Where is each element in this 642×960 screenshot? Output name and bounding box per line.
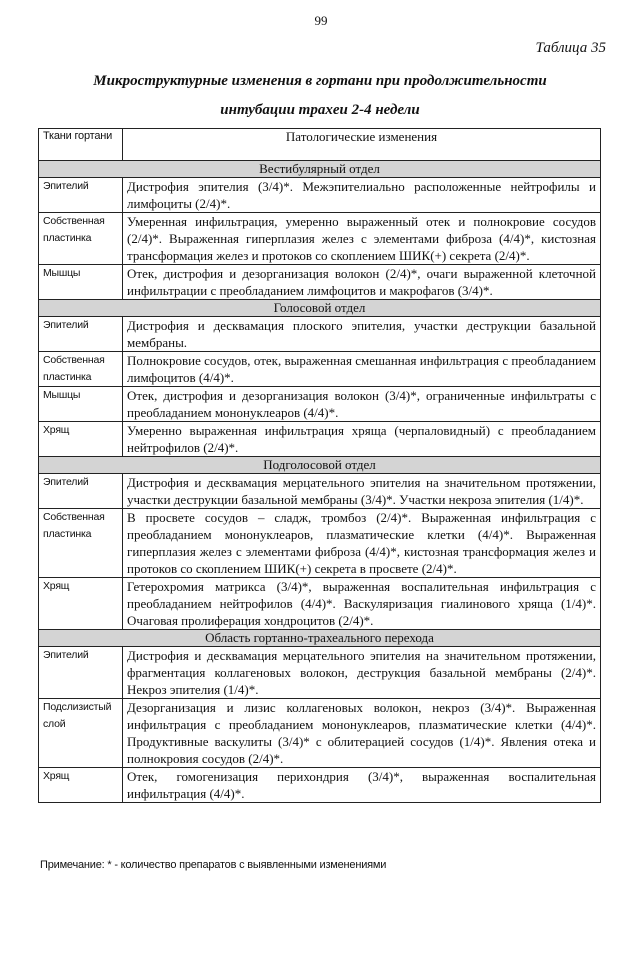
table-row bbox=[39, 213, 601, 265]
section-header-row bbox=[39, 300, 601, 317]
changes-cell: Отек, гомогенизация перихондрия (3/4)*, выраженная воспалительная инфильтрация (4/4)*. bbox=[123, 768, 601, 803]
tissue-cell: Собственная пластинка bbox=[39, 213, 123, 265]
header-tissue: Ткани гортани bbox=[39, 129, 123, 161]
table-row bbox=[39, 509, 601, 578]
section-title: Голосовой отдел bbox=[39, 300, 601, 317]
changes-cell: В просвете сосудов – сладж, тромбоз (2/4)*. Выраженная инфильтрация с преобладанием мононуклеаров, плазматические клетки (4/4)*. Выраженная гиперплазия желез с элементами фиброза (4/4)*, кистозная трансформация желез и протоков со скоплением ШИК(+) секрета в просвете (2/4)*. bbox=[123, 509, 601, 578]
section-header-row bbox=[39, 161, 601, 178]
table-row bbox=[39, 474, 601, 509]
table-row bbox=[39, 647, 601, 699]
table-note: Примечание: * - количество препаратов с выявленными изменениями bbox=[40, 859, 387, 871]
header-changes: Патологические изменения bbox=[123, 129, 601, 161]
tissue-cell: Хрящ bbox=[39, 422, 123, 457]
table-row bbox=[39, 178, 601, 213]
tissue-cell: Эпителий bbox=[39, 317, 123, 352]
changes-cell: Дистрофия эпителия (3/4)*. Межэпителиально расположенные нейтрофилы и лимфоциты (2/4)*. bbox=[123, 178, 601, 213]
changes-cell: Отек, дистрофия и дезорганизация волокон (3/4)*, ограниченные инфильтраты с преобладанием мононуклеаров (4/4)*. bbox=[123, 387, 601, 422]
table-row bbox=[39, 422, 601, 457]
page-number: 99 bbox=[314, 13, 328, 28]
tissue-cell: Эпителий bbox=[39, 474, 123, 509]
changes-cell: Умеренно выраженная инфильтрация хряща (черпаловидный) с преобладанием нейтрофилов (2/4)*. bbox=[123, 422, 601, 457]
tissue-cell: Эпителий bbox=[39, 647, 123, 699]
section-title: Подголосовой отдел bbox=[39, 457, 601, 474]
findings-table bbox=[38, 128, 601, 803]
table-row bbox=[39, 699, 601, 768]
tissue-cell: Собственная пластинка bbox=[39, 352, 123, 387]
section-header-row bbox=[39, 457, 601, 474]
changes-cell: Дистрофия и десквамация мерцательного эпителия на значительном протяжении, участки деструкции базальной мембраны (3/4)*. Участки некроза эпителия (1/4)*. bbox=[123, 474, 601, 509]
table-title-line-2: интубации трахеи 2-4 недели bbox=[220, 102, 420, 118]
changes-cell: Гетерохромия матрикса (3/4)*, выраженная воспалительная инфильтрация с преобладанием нейтрофилов (4/4)*. Васкуляризация гиалинового хряща (1/4)*. Очаговая пролиферация хондроцитов (2/4)*. bbox=[123, 578, 601, 630]
tissue-cell: Эпителий bbox=[39, 178, 123, 213]
table-title bbox=[40, 67, 600, 125]
table-label: Таблица 35 bbox=[535, 40, 606, 56]
table-body bbox=[39, 161, 601, 803]
section-header-row bbox=[39, 630, 601, 647]
changes-cell: Умеренная инфильтрация, умеренно выраженный отек и полнокровие сосудов (2/4)*. Выраженная гиперплазия желез с элементами фиброза (4/4)*, кистозная трансформация желез и протоков со скоплением ШИК(+) секрета (2/4)*. bbox=[123, 213, 601, 265]
table-row bbox=[39, 317, 601, 352]
changes-cell: Дезорганизация и лизис коллагеновых волокон, некроз (3/4)*. Выраженная инфильтрация с преобладанием мононуклеаров, плазматические клетки (4/4)*. Продуктивные васкулиты (3/4)* с облитерацией сосудов (1/4)*. Явления отека и полнокровия сосудов (2/4)*. bbox=[123, 699, 601, 768]
changes-cell: Полнокровие сосудов, отек, выраженная смешанная инфильтрация с преобладанием лимфоцитов (4/4)*. bbox=[123, 352, 601, 387]
table-row bbox=[39, 578, 601, 630]
changes-cell: Дистрофия и десквамация мерцательного эпителия на значительном протяжении, фрагментация коллагеновых волокон, деструкция базальной мембраны (2/4)*. Некроз эпителия (1/4)*. bbox=[123, 647, 601, 699]
tissue-cell: Хрящ bbox=[39, 768, 123, 803]
table-header-row bbox=[39, 129, 601, 161]
table-title-line-1: Микроструктурные изменения в гортани при продолжительности bbox=[93, 73, 547, 89]
tissue-cell: Собственная пластинка bbox=[39, 509, 123, 578]
changes-cell: Дистрофия и десквамация плоского эпителия, участки деструкции базальной мембраны. bbox=[123, 317, 601, 352]
section-title: Область гортанно-трахеального перехода bbox=[39, 630, 601, 647]
section-title: Вестибулярный отдел bbox=[39, 161, 601, 178]
tissue-cell: Подслизистый слой bbox=[39, 699, 123, 768]
tissue-cell: Мышцы bbox=[39, 265, 123, 300]
table-row bbox=[39, 768, 601, 803]
table-row bbox=[39, 352, 601, 387]
changes-cell: Отек, дистрофия и дезорганизация волокон (2/4)*, очаги выраженной клеточной инфильтрации с преобладанием лимфоцитов и макрофагов (3/4)*. bbox=[123, 265, 601, 300]
tissue-cell: Хрящ bbox=[39, 578, 123, 630]
table-row bbox=[39, 387, 601, 422]
table-row bbox=[39, 265, 601, 300]
tissue-cell: Мышцы bbox=[39, 387, 123, 422]
